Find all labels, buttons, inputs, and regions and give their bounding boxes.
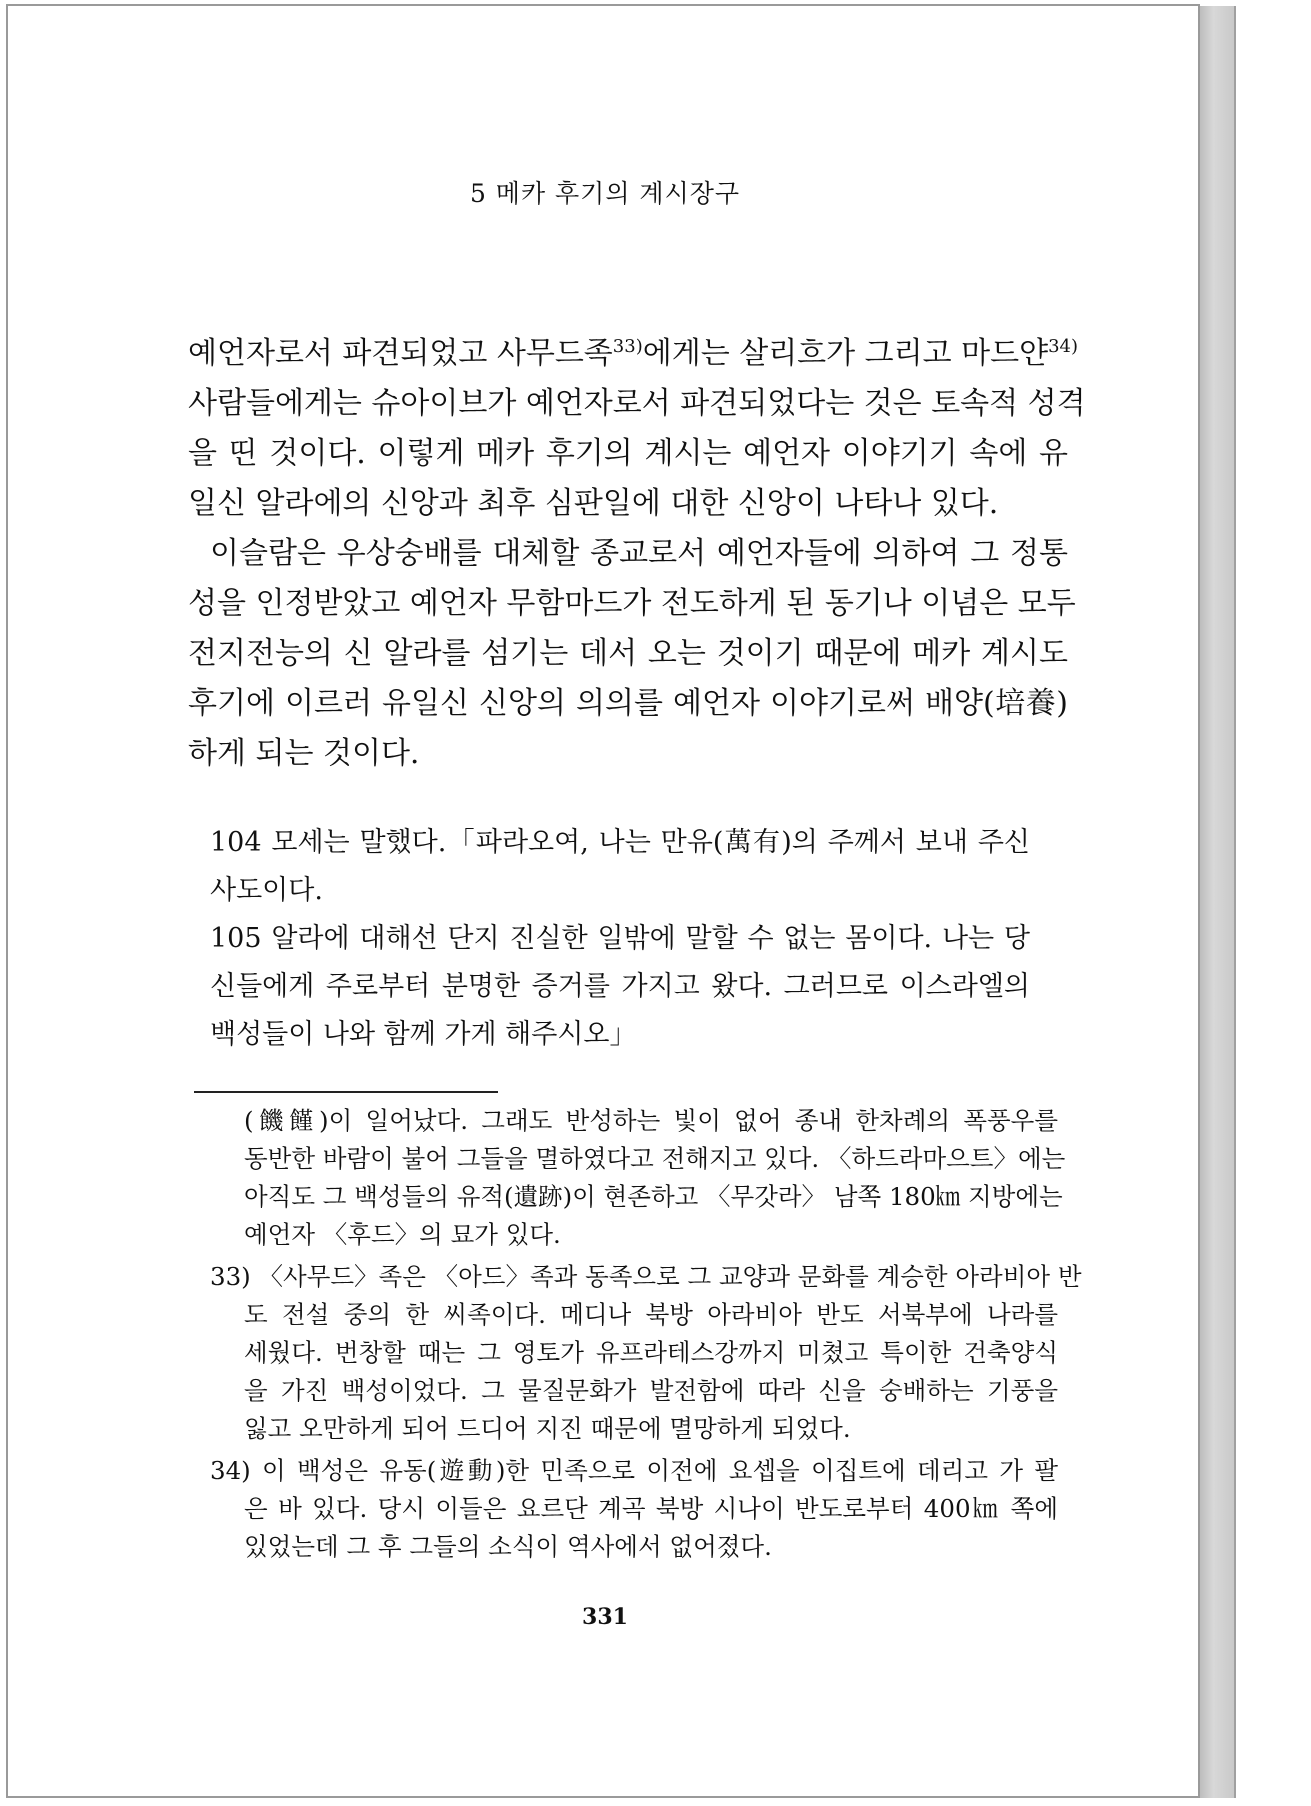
body-line-7: 전지전능의 신 알라를 섬기는 데서 오는 것이기 때문에 메카 계시도 (188, 636, 1068, 671)
footnote-ref-34: 34) (1048, 336, 1079, 357)
footnote-rule (194, 1091, 498, 1093)
footnote-33-line-4: 을 가진 백성이었다. 그 물질문화가 발전함에 따라 신을 숭배하는 기풍을 (244, 1376, 1058, 1405)
footnote-33-line-3: 세웠다. 번창할 때는 그 영토가 유프라테스강까지 미쳤고 특이한 건축양식 (244, 1338, 1058, 1367)
body-line-3: 을 띤 것이다. 이렇게 메카 후기의 계시는 예언자 이야기기 속에 유 (188, 436, 1068, 471)
body-line-1-mid: 에게는 살리흐가 그리고 마드얀 (642, 336, 1049, 371)
body-line-2: 사람들에게는 슈아이브가 예언자로서 파견되었다는 것은 토속적 성격 (188, 386, 1086, 421)
footnote-34-line-1: 34) 이 백성은 유동(遊動)한 민족으로 이전에 요셉을 이집트에 데리고 가 팔 (210, 1456, 1058, 1485)
footnote-33-line-2: 도 전설 중의 한 씨족이다. 메디나 북방 아라비아 반도 서북부에 나라를 (244, 1300, 1058, 1329)
footnote-continuation-line-1: (饑饉)이 일어났다. 그래도 반성하는 빛이 없어 종내 한차례의 폭풍우를 (244, 1106, 1058, 1135)
verse-105-line-2: 신들에게 주로부터 분명한 증거를 가지고 왔다. 그러므로 이스라엘의 (210, 971, 1030, 1002)
verse-104-line-2: 사도이다. (210, 875, 323, 906)
footnote-ref-33: 33) (612, 336, 643, 357)
body-line-1 (188, 328, 1079, 372)
verse-105-line-1: 105 알라에 대해선 단지 진실한 일밖에 말할 수 없는 몸이다. 나는 당 (210, 923, 1030, 954)
footnote-continuation-line-3: 아직도 그 백성들의 유적(遺跡)이 현존하고 〈무갓라〉 남쪽 180㎞ 지방에는 (244, 1182, 1063, 1211)
running-head: 5 메카 후기의 계시장구 (469, 179, 741, 208)
footnote-continuation-line-2: 동반한 바람이 불어 그들을 멸하였다고 전해지고 있다. 〈하드라마으트〉에는 (244, 1144, 1066, 1173)
page-stack-edge (1200, 6, 1236, 1798)
body-line-1-pre: 예언자로서 파견되었고 사무드족 (188, 336, 613, 371)
verse-104-line-1: 104 모세는 말했다.「파라오여, 나는 만유(萬有)의 주께서 보내 주신 (210, 827, 1030, 858)
body-line-4: 일신 알라에의 신앙과 최후 심판일에 대한 신앙이 나타나 있다. (188, 486, 999, 521)
footnote-33-line-1: 33) 〈사무드〉족은 〈아드〉족과 동족으로 그 교양과 문화를 계승한 아라비아 반 (210, 1262, 1082, 1291)
body-line-8: 후기에 이르러 유일신 신앙의 의의를 예언자 이야기로써 배양(培養) (188, 686, 1068, 721)
book-page (6, 4, 1200, 1798)
body-line-5: 이슬람은 우상숭배를 대체할 종교로서 예언자들에 의하여 그 정통 (210, 536, 1068, 571)
footnote-continuation-line-4: 예언자 〈후드〉의 묘가 있다. (244, 1220, 561, 1249)
footnote-33-line-5: 잃고 오만하게 되어 드디어 지진 때문에 멸망하게 되었다. (244, 1414, 851, 1443)
footnote-34-line-2: 은 바 있다. 당시 이들은 요르단 계곡 북방 시나이 반도로부터 400㎞ 쪽에 (244, 1494, 1058, 1523)
body-line-6: 성을 인정받았고 예언자 무함마드가 전도하게 된 동기나 이념은 모두 (188, 586, 1076, 621)
verse-105-line-3: 백성들이 나와 함께 가게 해주시오」 (210, 1019, 637, 1050)
page-number: 331 (582, 1604, 628, 1630)
body-line-9: 하게 되는 것이다. (188, 736, 420, 771)
footnote-34-line-3: 있었는데 그 후 그들의 소식이 역사에서 없어졌다. (244, 1532, 772, 1561)
